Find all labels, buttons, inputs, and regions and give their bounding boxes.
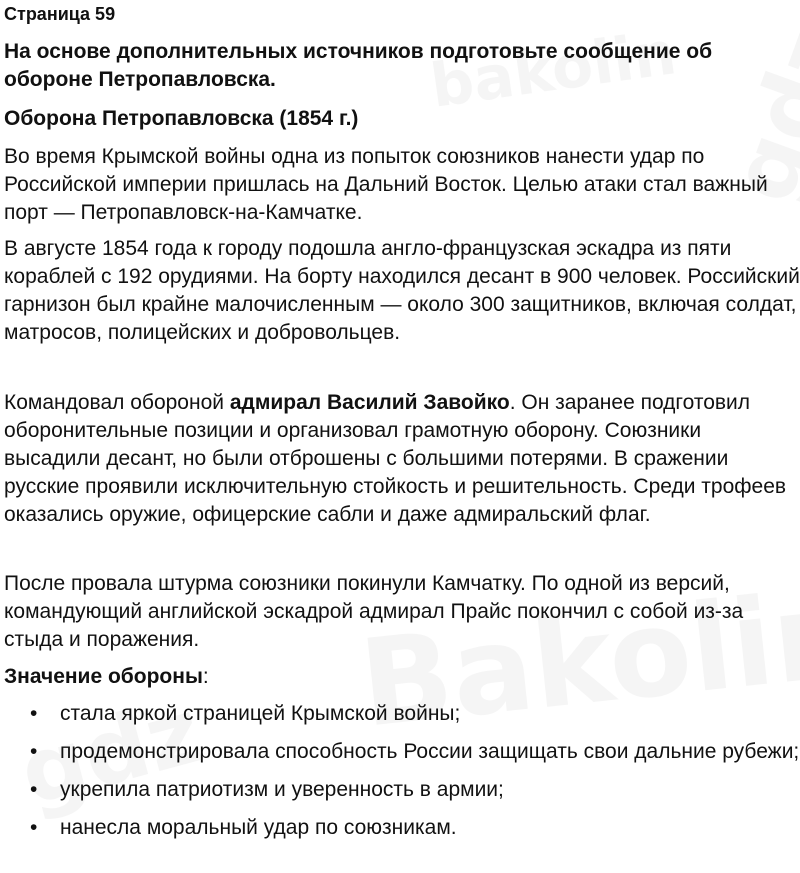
paragraph-command-text-end: . Он заранее подготовил оборонительные позиции и организовал грамотную оборону. Союзники высадили десант, но были отброшены с большими потерями. В сражении русские проявили исключительную стойкость и решительность. Среди трофеев оказались оружие, офицерские сабли и даже адмиральский флаг. (4, 391, 787, 526)
list-item (4, 738, 800, 766)
bullet-icon: • (30, 702, 38, 725)
list-item (4, 814, 800, 842)
list-item (4, 700, 800, 728)
list-item (4, 776, 800, 804)
paragraph-forces: В августе 1854 года к городу подошла англо-французская эскадра из пяти кораблей с 192 орудиями. На борту находился десант в 900 человек. Российский гарнизон был крайне малочисленным — около 300 защитников, включая солдат, матросов, полицейских и добровольцев. (4, 237, 800, 344)
paragraph-outcome: После провала штурма союзники покинули Камчатку. По одной из версий, командующий английской эскадрой адмирал Прайс покончил с собой из-за стыда и поражения. (4, 572, 744, 651)
significance-heading (4, 663, 209, 691)
significance-label: Значение обороны (4, 665, 203, 688)
significance-list (4, 700, 800, 852)
page-label: Страница 59 (4, 4, 116, 24)
list-item-text: нанесла моральный удар по союзникам. (60, 816, 457, 839)
bullet-icon: • (30, 778, 38, 801)
commander-name: адмирал Василий Завойко (229, 391, 510, 414)
answer-heading: Оборона Петропавловска (1854 г.) (4, 107, 359, 130)
significance-colon: : (202, 665, 209, 688)
paragraph-intro: Во время Крымской войны одна из попыток союзников нанести удар по Российской империи пришлась на Дальний Восток. Целью атаки стал важный порт — Петропавловск-на-Камчатке. (4, 145, 768, 224)
paragraph-command (4, 389, 800, 529)
list-item-text: укрепила патриотизм и уверенность в армии; (60, 778, 504, 801)
task-statement: На основе дополнительных источников подготовьте сообщение об обороне Петропавловска. (4, 40, 713, 91)
list-item-text: продемонстрировала способность России защищать свои дальние рубежи; (60, 740, 800, 763)
bullet-icon: • (30, 816, 38, 839)
paragraph-command-text-start: Командовал обороной (4, 391, 230, 414)
list-item-text: стала яркой страницей Крымской войны; (60, 702, 461, 725)
bullet-icon: • (30, 740, 38, 763)
